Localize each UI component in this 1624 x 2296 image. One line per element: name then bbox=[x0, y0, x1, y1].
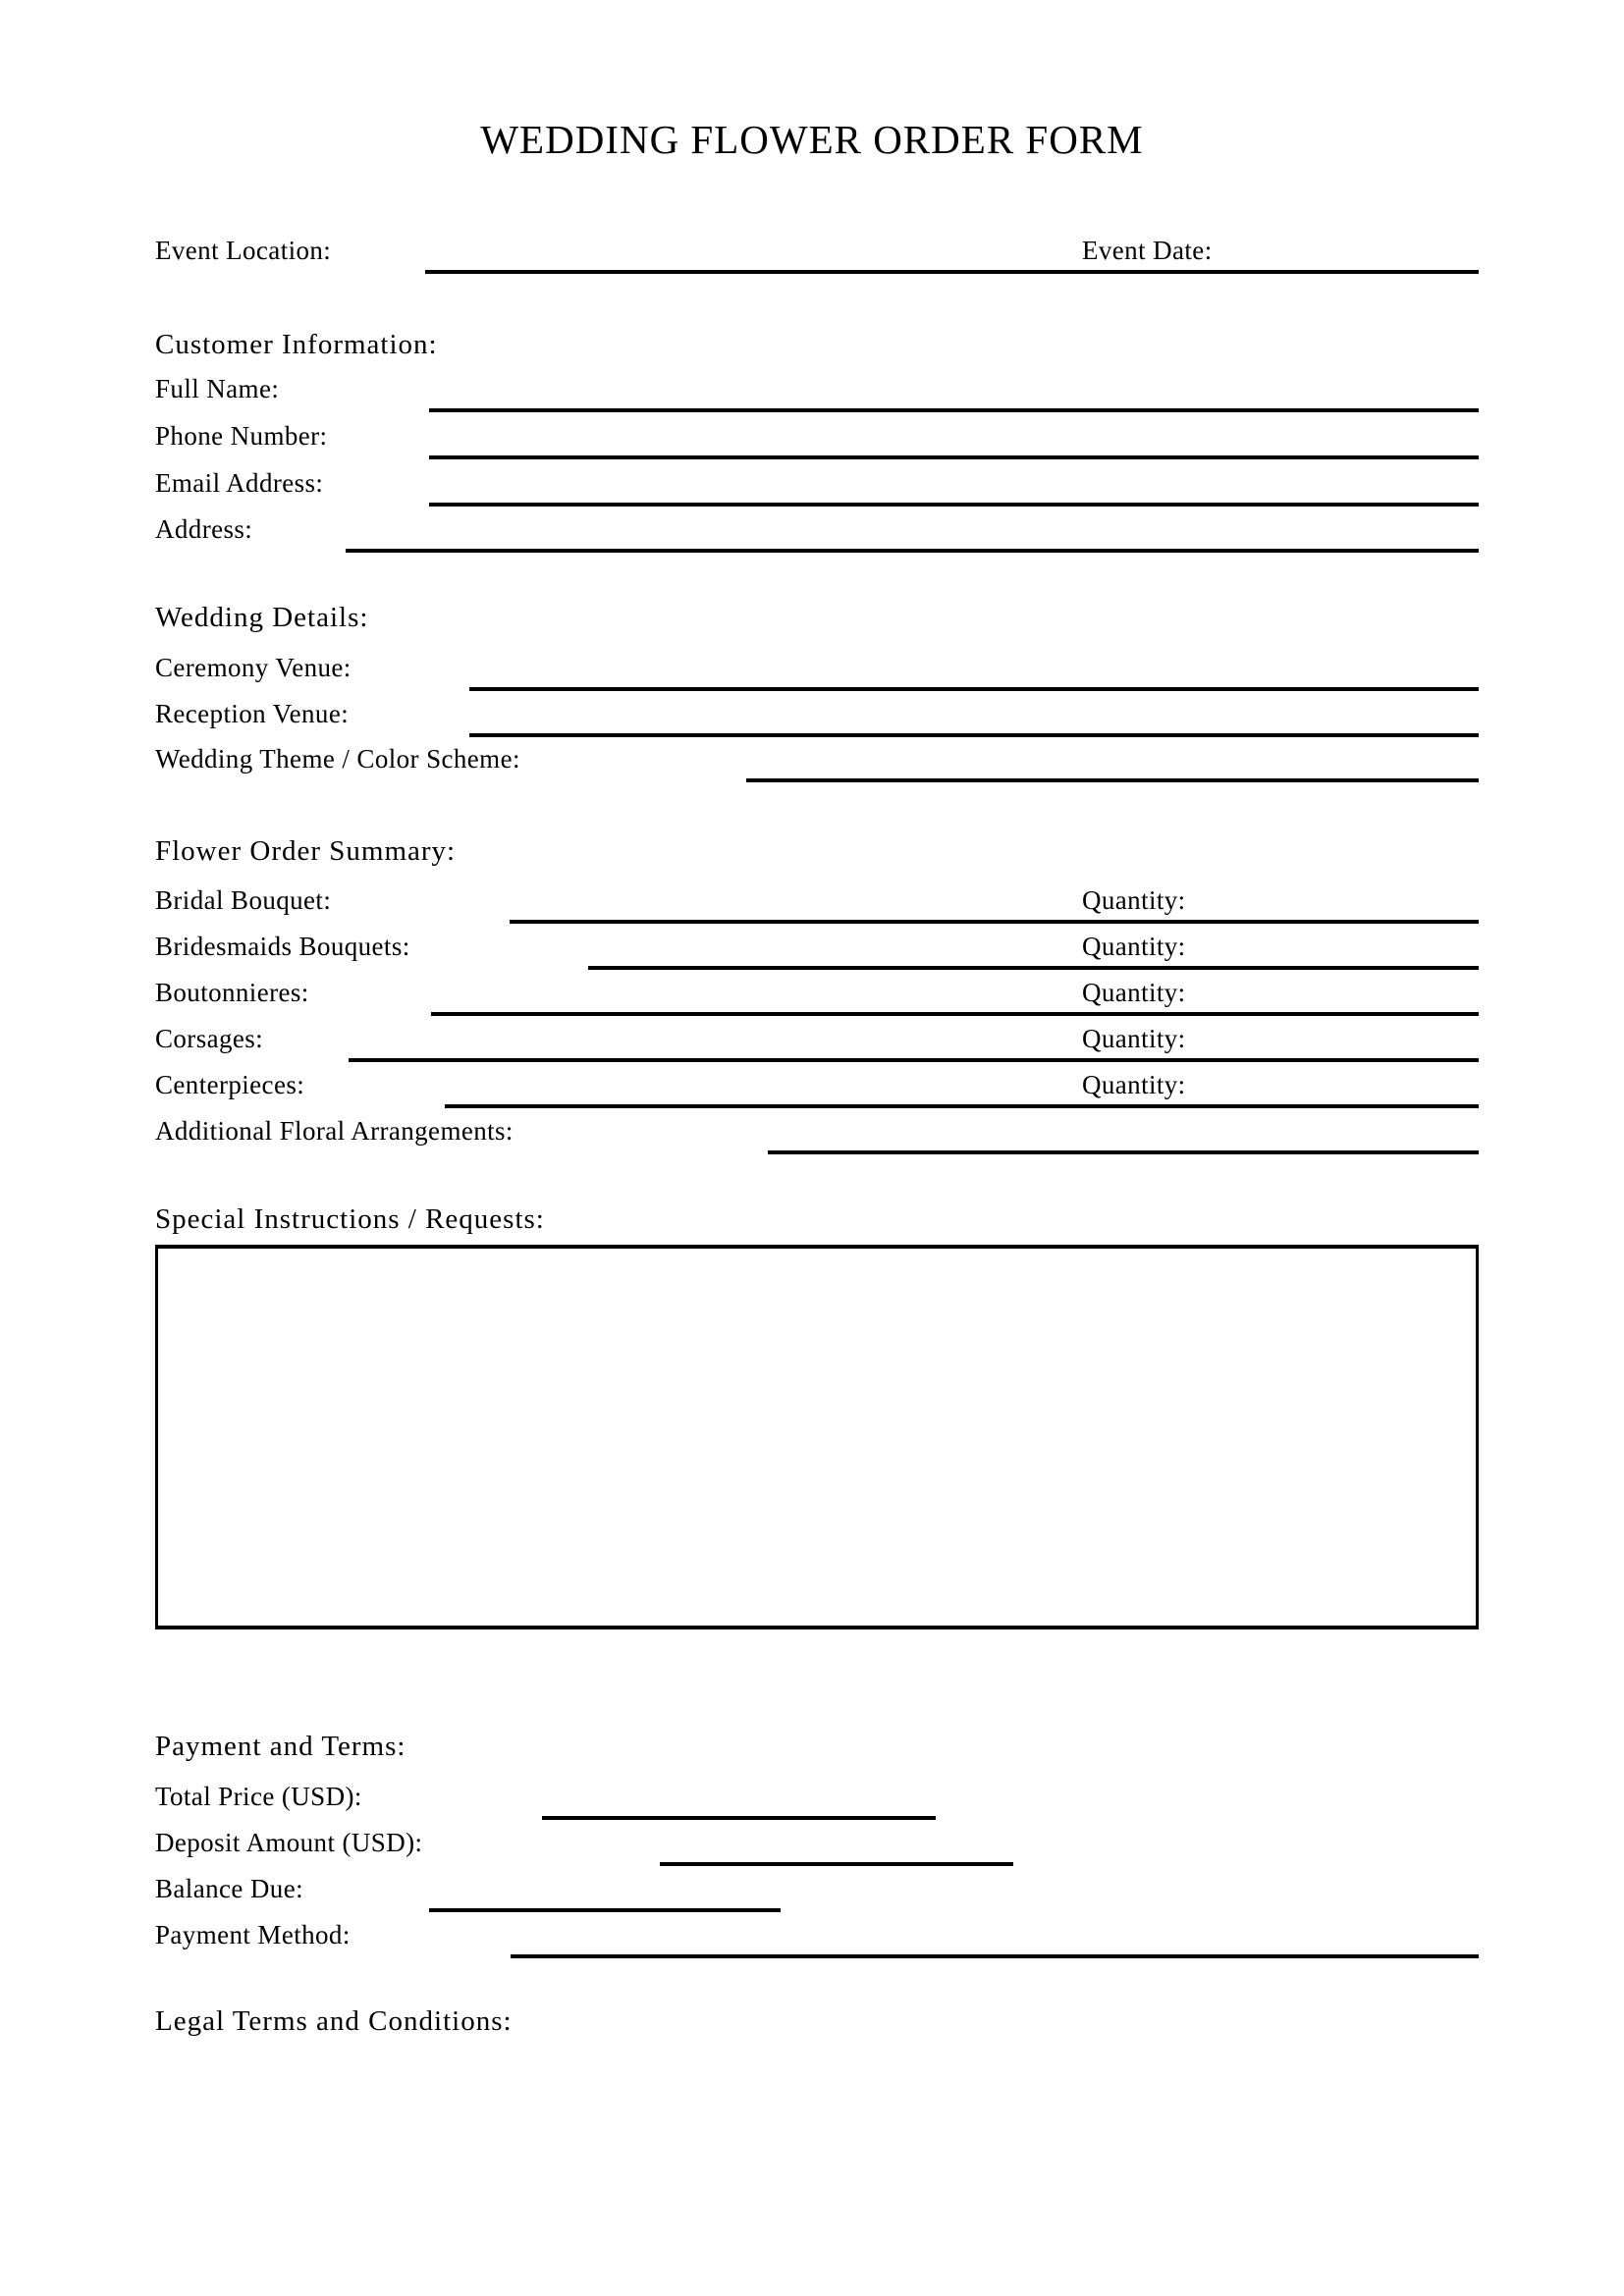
payment-and-terms-heading: Payment and Terms: bbox=[155, 1731, 406, 1762]
balance-due-label: Balance Due: bbox=[155, 1874, 303, 1903]
wedding-theme-input-line[interactable] bbox=[746, 778, 1479, 782]
reception-venue-input-line[interactable] bbox=[469, 733, 1479, 737]
boutonnieres-input-line[interactable] bbox=[431, 1012, 1479, 1016]
bridal-bouquet-input-line[interactable] bbox=[510, 920, 1479, 924]
additional-floral-input-line[interactable] bbox=[768, 1150, 1479, 1154]
phone-number-input-line[interactable] bbox=[429, 455, 1479, 459]
corsages-quantity-label: Quantity: bbox=[1082, 1024, 1186, 1053]
ceremony-venue-label: Ceremony Venue: bbox=[155, 653, 352, 682]
address-input-line[interactable] bbox=[346, 549, 1479, 553]
boutonnieres-label: Boutonnieres: bbox=[155, 978, 309, 1007]
corsages-input-line[interactable] bbox=[349, 1058, 1479, 1062]
additional-floral-arrangements-label: Additional Floral Arrangements: bbox=[155, 1116, 514, 1146]
event-date-label: Event Date: bbox=[1082, 236, 1213, 265]
centerpieces-quantity-label: Quantity: bbox=[1082, 1070, 1186, 1099]
special-instructions-textarea[interactable] bbox=[155, 1245, 1479, 1629]
page-title: WEDDING FLOWER ORDER FORM bbox=[480, 117, 1144, 162]
full-name-label: Full Name: bbox=[155, 374, 280, 403]
legal-terms-heading: Legal Terms and Conditions: bbox=[155, 2005, 513, 2037]
event-location-label: Event Location: bbox=[155, 236, 332, 265]
centerpieces-input-line[interactable] bbox=[445, 1104, 1479, 1108]
email-address-input-line[interactable] bbox=[429, 503, 1479, 507]
payment-method-input-line[interactable] bbox=[511, 1954, 1479, 1958]
wedding-details-heading: Wedding Details: bbox=[155, 602, 369, 633]
event-location-date-input-line[interactable] bbox=[425, 270, 1479, 274]
special-instructions-heading: Special Instructions / Requests: bbox=[155, 1203, 545, 1235]
deposit-amount-input-line[interactable] bbox=[660, 1862, 1013, 1866]
total-price-label: Total Price (USD): bbox=[155, 1782, 362, 1811]
full-name-input-line[interactable] bbox=[429, 408, 1479, 412]
bridesmaids-bouquets-label: Bridesmaids Bouquets: bbox=[155, 932, 410, 961]
address-label: Address: bbox=[155, 514, 253, 544]
reception-venue-label: Reception Venue: bbox=[155, 699, 350, 728]
customer-information-heading: Customer Information: bbox=[155, 329, 438, 360]
phone-number-label: Phone Number: bbox=[155, 421, 328, 451]
email-address-label: Email Address: bbox=[155, 468, 324, 498]
balance-due-input-line[interactable] bbox=[429, 1908, 781, 1912]
bridal-bouquet-quantity-label: Quantity: bbox=[1082, 885, 1186, 915]
deposit-amount-label: Deposit Amount (USD): bbox=[155, 1828, 423, 1857]
centerpieces-label: Centerpieces: bbox=[155, 1070, 305, 1099]
wedding-theme-color-scheme-label: Wedding Theme / Color Scheme: bbox=[155, 744, 520, 774]
bridesmaids-bouquets-quantity-label: Quantity: bbox=[1082, 932, 1186, 961]
total-price-input-line[interactable] bbox=[542, 1816, 936, 1820]
flower-order-summary-heading: Flower Order Summary: bbox=[155, 835, 457, 867]
bridal-bouquet-label: Bridal Bouquet: bbox=[155, 885, 332, 915]
boutonnieres-quantity-label: Quantity: bbox=[1082, 978, 1186, 1007]
ceremony-venue-input-line[interactable] bbox=[469, 687, 1479, 691]
corsages-label: Corsages: bbox=[155, 1024, 264, 1053]
bridesmaids-bouquets-input-line[interactable] bbox=[588, 966, 1479, 970]
payment-method-label: Payment Method: bbox=[155, 1920, 351, 1949]
